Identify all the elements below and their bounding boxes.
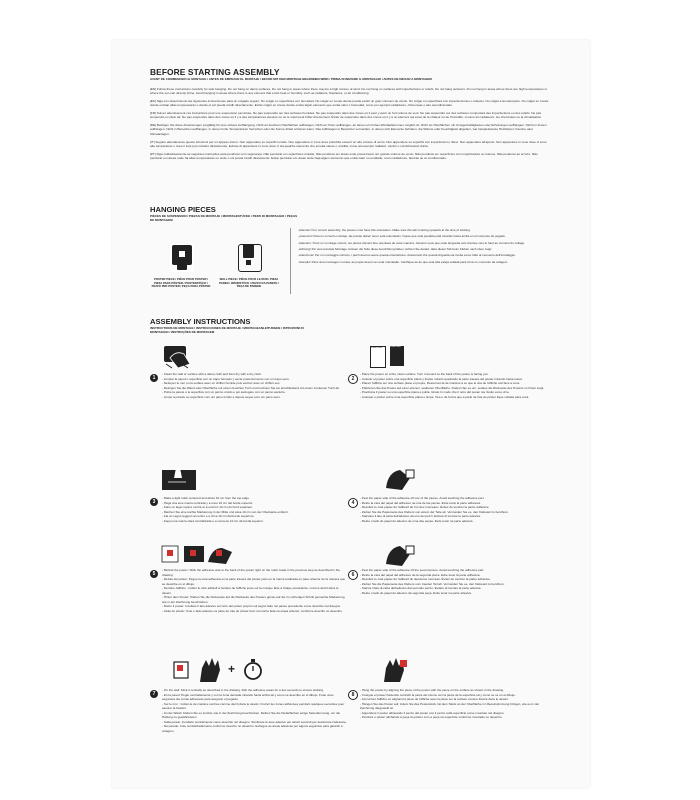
step-number: 6: [348, 570, 358, 580]
hanging-notes: [298, 228, 538, 266]
step-text: [162, 372, 347, 399]
step-line: - Sur le mur : Collez-le de manière centrée comme décrit dans le dessin. Frottez les zones adhésives pendant quelques secondes pour assurer la fixation.: [162, 701, 345, 710]
hanging-pieces-section: [150, 206, 550, 296]
poster-front-label: Poster Front: [371, 347, 383, 349]
step-line: - Décollez le côté papier de l'adhésif du deuxième morceau. Évitez de toucher la partie adhésive.: [360, 577, 491, 581]
step-line: - Sulla parete: Incollarlo centralmente come descritto nel disegno. Strofinare le aree adesive per alcuni secondi per assicurare l'adesione.: [162, 719, 347, 724]
step-3: [150, 466, 350, 536]
step-number: 5: [150, 570, 158, 578]
poster-piece-icon: [170, 244, 194, 272]
step-1: [150, 344, 350, 434]
step-line: - Peel the paper side of the adhesive off one of the pieces. Avoid touching the adhesive part.: [360, 496, 485, 500]
hanging-subtitle: PIÈCES DE SUSPENSION / PIEZAS DE MONTAJE / MONTAGESTÜCKE / PEZZI DI MONTAGGIO / PEÇAS DE MONTAGEM: [150, 214, 298, 223]
step-text: [360, 372, 550, 399]
step-line: - Place the poster on a flat, clean surface. Turn it around so the back of the poster is facing you.: [360, 372, 489, 376]
assembly-subtitle: INSTRUCTIONS DE MONTAGE / INSTRUCCIONES DE MONTAJE / MONTAGEANLEITUNGEN / ISTRUZIONI DI MONTAGGIO / INSTRUÇÕES DE MONTAGEM: [150, 326, 304, 335]
step-number: 4: [348, 498, 358, 508]
hand-press-icon: [196, 656, 224, 684]
step-5: [150, 542, 350, 647]
step-line: - Haga una leve marca centrada y a unos 10 cm del borde superior.: [162, 500, 254, 505]
step-line: - Platzieren Sie das Poster auf einer ebenen, sauberen Oberfläche. Drehen Sie es um, sodass die Rückseite des Posters zu Ihnen zeigt.: [360, 385, 545, 390]
step-text: [162, 568, 347, 613]
step-text: [360, 496, 550, 523]
intro-block: [150, 87, 550, 160]
step-line: - Fai un segno leggero al centro e a circa 10 cm dal bordo superiore.: [162, 514, 255, 518]
step-line: - Faire un léger repère centré et à environ 10 cm du bord supérieur.: [162, 505, 253, 509]
intro-paragraph: [DE] Befolgen Sie diese Anweisungen sorgfältig für eine sichere Aufhängung. Nicht an feuchten Oberflächen aufhängen. Nicht an Orten aufhängen, an denen ein hohes Windaufkommen möglich ist. Nicht an Oberflächen mit Unregelmäßigkeiten oder Erhebungen aufhängen. Nicht im Freien aufhängen. Nicht in Bereichen aufhängen, in denen hohe Temperaturen herrschen oder die Sonne direkt scheinen kann. Das Aufhängen in Bereichen vermeiden, in denen sich Elemente befinden, die Wärme oder Feuchtigkeit abgeben, wie beispielsweise Heizkörper, Kamine oder Klimaanlagen.: [150, 123, 547, 136]
step-line: - Placez l'affiche sur une surface plane et propre. Retournez-la de manière à ce que le dos de l'affiche soit face à vous.: [360, 381, 521, 385]
step-line: - Cuelgue el póster haciendo coincidir la pieza del mismo con la pieza de la superficie tal y como se ve en el dibujo.: [360, 692, 516, 697]
step-4: [350, 466, 550, 536]
step-line: - Staccare il lato di carta dell'adesivo da uno dei pezzi. Evitare di toccare la parte adesiva.: [360, 514, 481, 518]
wall-piece-icon: [170, 656, 198, 684]
step-line: - Stacca il lato di carta dell'adesivo dal secondo pezzo. Evitare di toccare la parte adesiva.: [360, 586, 482, 590]
hanging-note: -¡Atención! Para un correcto montaje, las piezas deben tener esta orientación. Fíjese que esta pestaña está mirando hacia arriba en el momento de pegado.: [298, 234, 506, 239]
step-line: - Pendure o pôster alinhando a peça do pôster com a peça na superfície conforme mostrado no desenho.: [360, 715, 503, 719]
poster-back-label: Poster Back: [390, 346, 401, 348]
step-line: - Limpiar la pared o superficie con un trapo húmedo y secar posteriormente con un trapo seco.: [162, 376, 290, 381]
step-line: - Coloque o pôster sobre uma superfície plana e limpa. Vire-o de forma que a parte de trás do pôster fique voltada para você.: [360, 394, 530, 399]
step-line: - Reinigen Sie die Wand oder Oberfläche mit einem feuchten Tuch und trocknen Sie sie anschließend mit einem trockenen Tuch ab.: [162, 385, 340, 390]
step-number: 8: [348, 690, 358, 700]
hang-poster-icon: [380, 656, 410, 684]
step-line: - Nettoyez le mur ou la surface avec un chiffon humide puis séchez avec un chiffon sec.: [162, 381, 281, 385]
step-line: - Décollez le côté papier de l'adhésif de l'un des morceaux. Évitez de toucher la partie adhésive.: [360, 505, 490, 509]
step-line: - Posiziona il poster su una superficie piana e pulita. Giralo in modo che il retro del poster sia rivolto verso di te.: [360, 390, 510, 394]
step-line: - En la pared: Pegar centradamente y con la zona dentada mirando hacia arriba tal y como se describe en el dibujo. Frote unos segundos las zonas adhesivas para asegurar el pegado.: [162, 692, 334, 701]
poster-flip-illustration: [370, 344, 410, 370]
poster-piece-caption: POSTER PIECE / PIÈCE POUR POSTER / PIEZA PARA PÓSTER / POSTERSTÜCK / PEZZO PER POSTER / PEÇA PARA PÔSTER: [151, 277, 211, 289]
step-6: [350, 542, 550, 612]
step-7: [150, 656, 350, 766]
page-subtitle: AVANT DE COMMENCER LE MONTAGE / ANTES DE EMPEZAR EL MONTAJE / BEVOR MIT DER MONTAGE BEGONNEN WIRD / PRIMA DI INIZIARE IL MONTAGGIO / ANTES DE INICIAR A MONTAGEM: [150, 77, 432, 82]
step-line: - Appendere il poster allineando il pezzo del poster con il pezzo sulla superficie come mostrato nel disegno.: [360, 710, 505, 715]
step-line: - Na parede: Cole centralizadamente conforme descrito no desenho. Esfregue as áreas adesivas por alguns segundos para garantir a colagem.: [162, 724, 343, 733]
step-line: - Retire o lado do papel do adesivo da segunda peça. Evite tocar na parte adesiva.: [360, 590, 472, 595]
intro-paragraph: [IT] Seguire attentamente queste istruzioni per un appeso sicuro. Non appendere su superfici umide. Non appendere in zone dove potrebbe esserci un alto volume di vento. Non appendere su superfici con imperfezioni o rilievi. Non appendere all'aperto. Non appendere in zone dove ci sono alte temperature o dove il sole può incidere direttamente. Evitare di appendere in zone dove ci sia qualche elemento che emetta calore o umidità, come ad esempio radiatori, camini o condizionatori d'aria.: [150, 139, 547, 148]
step-line: - Hang the poster by aligning the piece of the poster with the piece on the surface as shown in the drawing.: [360, 688, 504, 692]
intro-paragraph: [FR] Suivez attentivement ces instructions pour une suspension sécurisée. Ne pas suspendre sur des surfaces humides. Ne pas suspendre dans des zones où il peut y avoir un fort volume de vent. Ne pas suspendre sur des surfaces comportant des imperfections ou des reliefs. Ne pas suspendre en plein air. Ne pas suspendre dans des zones où il y a des températures élevées ou où le soleil peut briller directement. Éviter de suspendre dans des zones où il y a un élément qui émet de la chaleur ou de l'humidité, comme les radiateurs, les cheminées ou la climatisation.: [150, 111, 542, 120]
step-line: - Ziehen Sie die Papierseite des Klebers von einem der Teile ab. Vermeiden Sie es, den Klebeteil zu berühren.: [360, 509, 509, 514]
step-line: - Retire o lado do papel do adesivo de uma das peças. Evite tocar na parte adesiva.: [360, 518, 474, 523]
sheet-content: [150, 67, 550, 733]
page-title: BEFORE STARTING ASSEMBLY: [150, 67, 280, 77]
step-number: 2: [348, 374, 358, 384]
step-line: - Make a light mark centered and about 10 cm from the top edge.: [162, 496, 250, 500]
step-text: [162, 688, 347, 733]
wall-piece-icon: [238, 244, 262, 272]
step-number: 1: [150, 374, 158, 382]
hanging-note: -Atenção! Para uma montagem correta, as peças devem ter esta orientação. Certifique-se de que esta aba esteja voltada para cima no momento da colagem.: [298, 259, 509, 264]
intro-paragraph: [PT] Siga cuidadosamente as seguintes instruções para pendurar com segurança. Não pendurar em superfícies úmidas. Não pendurar em áreas onde possa haver um grande volume de vento. Não pendurar em superfícies com imperfeições ou relevos. Não pendurar ao ar livre. Não pendurar em áreas onde há altas temperaturas ou onde o sol possa incidir diretamente. Evitar pendurar em áreas onde haja algum elemento que emita calor ou umidade, como radiadores, lareiras ou ar condicionado.: [150, 151, 538, 160]
cleaning-cloth-icon: [162, 344, 196, 370]
step-line: - Colocar el póster sobre una superficie plana y limpia. Girarlo quedando la parte trasera del póster mirando hacia usted.: [360, 376, 523, 381]
step-line: - Machen Sie eine leichte Markierung in der Mitte und etwa 10 cm von der Oberkante entfernt.: [162, 509, 289, 514]
step-8: [350, 656, 550, 766]
step-line: - Faça uma marca clara centralizada e a cerca de 10 cm da borda superior.: [162, 518, 264, 523]
peel-second-adhesive-icon: [380, 542, 420, 566]
plus-sign: +: [228, 662, 236, 676]
step-line: - Ziehen Sie die Papierseite des Klebers vom zweiten Teil ab. Vermeiden Sie es, den Klebeteil zu berühren.: [360, 581, 505, 586]
hanging-title: HANGING PIECES: [150, 205, 216, 214]
step-line: - Behind the poster: Stick the adhesive side to the back of the poster right on the mark made in the previous step as described in the drawing.: [162, 568, 341, 577]
step-text: [360, 688, 550, 720]
step-line: - Atrás do pôster: Cole o lado adesivo na parte de trás do pôster bem na marca feita na etapa anterior, conforme descrito no desenho.: [162, 608, 343, 613]
assembly-header: [150, 318, 550, 335]
peel-adhesive-icon: [380, 466, 420, 492]
step-line: - Hängen Sie das Poster auf, indem Sie das Posterstück mit dem Stück an der Oberfläche in Übereinstimmung bringen, wie es in der Zeichnung dargestellt ist.: [360, 701, 540, 710]
step-text: [162, 496, 347, 523]
step-number: 7: [150, 690, 158, 698]
wall-stick-illustration: [170, 656, 280, 686]
poster-front-icon: [370, 346, 386, 368]
hanging-note: -Achtung! Für eine korrekte Montage müssen die Teile diese Ausrichtung haben. Achten Sie darauf, dass dieser Tab beim Kleben nach oben zeigt.: [298, 247, 493, 252]
step-line: - Clean the wall or surface with a damp cloth and then dry with a dry cloth.: [162, 372, 262, 376]
step-line: - Pulire la parete o la superficie con un panno umido e poi asciugare con un panno asciutto.: [162, 390, 286, 394]
notes-bracket: [290, 228, 297, 294]
wall-piece-caption: WALL PIECE / PIÈCE POUR LE MUR / PIEZA PARED / WANDSTÜCK / PEZZO DA PARETE / PEÇA DE PAREDE: [219, 277, 279, 289]
step-line: - Accrochez l'affiche en alignant la pièce de l'affiche avec la pièce sur la surface comme illustré dans le dessin.: [360, 697, 509, 701]
step-line: - Derrière l'affiche : Collez le côté adhésif à l'arrière de l'affiche juste sur la marque faite à l'étape précédente, comme décrit dans le dessin.: [162, 586, 339, 595]
step-line: - Detrás del póster: Pegue la cara adhesiva en la parte trasera del póster justo en la marca realizada en paso anterior de la manera que se describe en el dibujo.: [162, 577, 346, 586]
intro-paragraph: [EN] Follow these instructions carefully for safe hanging. Do not hang on damp surfaces. Do not hang in areas where there may be a high volume of wind. Do not hang on surfaces with imperfections or reliefs. Do not hang outdoors. Do not hang in areas where there are high temperatures or where the sun can directly shine. Avoid hanging in areas where there is any element that emits heat or humidity, such as radiators, fireplaces, or air conditioning.: [150, 87, 548, 96]
step-line: - On the wall: Stick it centrally as described in the drawing. Rub the adhesive areas for a few seconds to ensure sticking.: [162, 688, 324, 692]
step-2: [350, 344, 550, 454]
step-line: - Peel the paper side of the adhesive off the second piece. Avoid touching the adhesive part.: [360, 568, 485, 572]
step-line: - Retire la cara del papel del adhesivo de la segunda pieza. Evite tocar la parte adhesiva.: [360, 572, 481, 577]
hanging-note: -Attention ! Pour un montage correct, les pièces doivent être orientées de cette manière. Assurez-vous que cette languette soit orientée vers le haut au moment du collage.: [298, 240, 525, 245]
pencil-mark-icon: [160, 466, 200, 492]
poster-piece: [150, 240, 212, 298]
assembly-title: ASSEMBLY INSTRUCTIONS: [150, 317, 251, 326]
step-line: - Dietro il poster: Incollare il lato adesivo sul retro del poster proprio sul segno fatto nel passo precedente come descritto nel disegno.: [162, 604, 342, 608]
step-text: [360, 568, 550, 595]
poster-back-icon: [390, 346, 404, 366]
stick-on-poster-illustration: [160, 542, 240, 566]
hanging-note: -Attention! For correct assembly, the pieces must have this orientation. Make sure this tab is facing upwards at the time of sticking.: [298, 228, 471, 232]
step-line: - Retire la cara del papel del adhesivo de una de las piezas. Evite tocar la parte adhesiva.: [360, 500, 481, 505]
timer-icon: [242, 658, 264, 682]
step-line: - Hinter dem Poster: Kleben Sie die Klebeseite auf die Rückseite des Posters genau auf die im vorherigen Schritt gemachte Markierung, wie in der Zeichnung beschrieben.: [162, 595, 346, 604]
intro-paragraph: [ES] Siga con detenimiento las siguientes instrucciones para un colgado seguro. No colgar en superficies con humedad. No colgar en zonas donde pueda existir un gran volumen de viento. No colgar en superficies con imperfecciones o relieves. No colgar a la intemperie. No colgar en zonas donde existan altas temperaturas o donde el sol pueda incidir directamente. Evitar colgar en zonas donde exista algún elemento que emita calor o humedad, como por ejemplo radiadores, chimeneas o aire acondicionado.: [150, 99, 549, 108]
step-line: - An der Wand: Kleben Sie es zentral, wie in der Zeichnung beschrieben. Reiben Sie die Klebeflächen einige Sekunden lang, um die Haftung zu gewährleisten.: [162, 710, 341, 719]
hanging-note: -Attenzione! Per un montaggio corretto, i pezzi devono avere questa orientazione. Assicurarsi che questa linguetta sia rivolta verso l'alto al momento dell'incollaggio.: [298, 253, 516, 258]
step-line: - Limpe a parede ou superfície com um pano úmido e depois seque com um pano seco.: [162, 394, 281, 399]
wall-piece: [218, 240, 280, 298]
instruction-sheet: [112, 40, 590, 788]
step-number: 3: [150, 498, 158, 506]
